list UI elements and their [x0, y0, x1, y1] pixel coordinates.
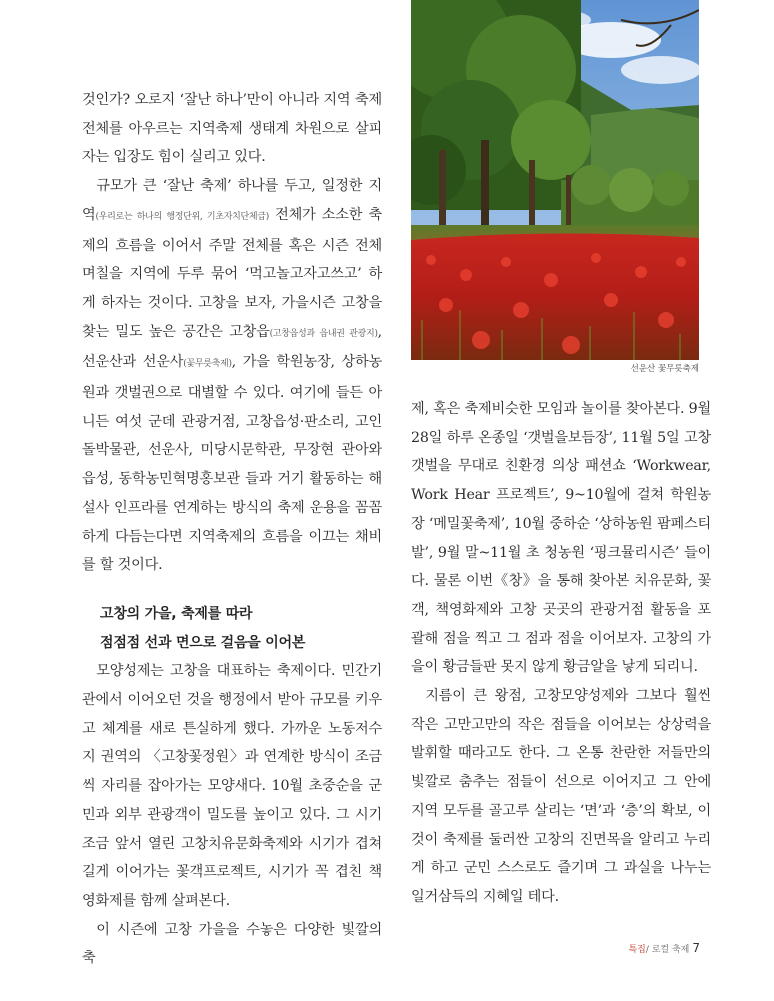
paragraph [82, 172, 382, 580]
section-heading: 고창의 가을, 축제를 따라 [100, 605, 253, 622]
text-span: 규모가 큰 ‘잘난 축제’ 하나를 두고, 일정한 지역 [82, 178, 382, 223]
page-number: 7 [692, 941, 700, 955]
festival-photo [411, 0, 699, 360]
text-span: 전체가 소소한 축제의 흐름을 이어서 주말 전체를 혹은 시즌 전체 며칠을 지역에 두루 묶어 ‘먹고놀고자고쓰고’ 하게 하자는 것이다. 고창을 보자, 가을시즌 고창을 찾는 밀도 높은 공간은 고창읍 [82, 206, 382, 340]
footer-section: 특집 [628, 945, 646, 955]
text-span: , 선운산과 선운사 [82, 323, 382, 371]
left-column [82, 86, 382, 973]
annotation: (꽃무릇축제) [183, 359, 232, 370]
right-column [411, 395, 711, 912]
paragraph: 이 시즌에 고창 가을을 수놓은 다양한 빛깔의 축 [82, 921, 382, 967]
text-span: , 가을 학원농장, 상하농원과 갯벌권으로 대별할 수 있다. 여기에 들든 아니든 여섯 군데 관광거점, 고창읍성·판소리, 고인돌박물관, 선운사, 미당시문학관, 무장현 관아와 읍성, 동학농민혁명홍보관 들과 거기 활동하는 해설사 인프라를 연계하는 방식의 축제 운용을 꼼꼼하게 다듬는다면 지역축제의 흐름을 이끄는 채비를 할 것이다. [82, 354, 382, 574]
section-subheading: 점점점 선과 면으로 걸음을 이어본 [100, 634, 306, 651]
footer-subsection: / 로컬 축제 [645, 945, 690, 955]
page-footer [628, 941, 700, 955]
paragraph: 모양성제는 고창을 대표하는 축제이다. 민간기관에서 이어오던 것을 행정에서 받아 규모를 키우고 체계를 새로 튼실하게 했다. 가까운 노동저수지 권역의 〈고창꽃정원〉과 연계한 방식이 조금씩 자리를 잡아가는 모양새다. 10월 초중순을 군민과 외부 관광객이 밀도를 높이고 있다. 그 시기 조금 앞서 열린 고창치유문화축제와 시기가 겹쳐 길게 이어가는 꽃객프로젝트, 시기가 꼭 겹친 책영화제를 함께 살펴본다. [82, 663, 382, 909]
paragraph: 제, 혹은 축제비슷한 모임과 놀이를 찾아본다. 9월 28일 하루 온종일 ‘갯벌을보듬장’, 11월 5일 고창갯벌을 무대로 친환경 의상 패션쇼 ‘Workwear, Work Hear 프로젝트’, 9~10월에 걸쳐 학원농장 ‘메밀꽃축제’, 10월 중하순 ‘상하농원 팜페스티발’, 9월 말~11월 초 청농원 ‘핑크뮬리시즌’ 들이다. 물론 이번《창》을 통해 찾아본 치유문화, 꽃객, 책영화제와 고창 곳곳의 관광거점 활동을 포괄해 점을 찍고 그 점과 점을 이어보자. 고창의 가을이 황금들판 못지 않게 황금알을 낳게 되리니. [411, 401, 711, 676]
annotation: (우리로는 하나의 행정단위, 기초자치단체급) [95, 211, 269, 222]
paragraph: 지름이 큰 왕점, 고창모양성제와 그보다 훨씬 작은 고만고만의 작은 점들을 이어보는 상상력을 발휘할 때라고도 한다. 그 온통 찬란한 저들만의 빛깔로 춤추는 점들이 선으로 이어지고 그 안에 지역 모두를 골고루 살리는 ‘면’과 ‘층’의 확보, 이것이 축제를 둘러싼 고창의 진면목을 알리고 누리게 하고 군민 스스로도 즐기며 그 과실을 나누는 일거삼득의 지혜일 테다. [411, 688, 711, 905]
annotation: (고창읍성과 읍내권 관광지) [269, 328, 378, 339]
photo-caption: 선운산 꽃무릇축제 [630, 364, 699, 374]
paragraph: 것인가? 오로지 ‘잘난 하나’만이 아니라 지역 축제 전체를 아우르는 지역축제 생태계 차원으로 살피자는 입장도 힘이 실리고 있다. [82, 92, 382, 166]
